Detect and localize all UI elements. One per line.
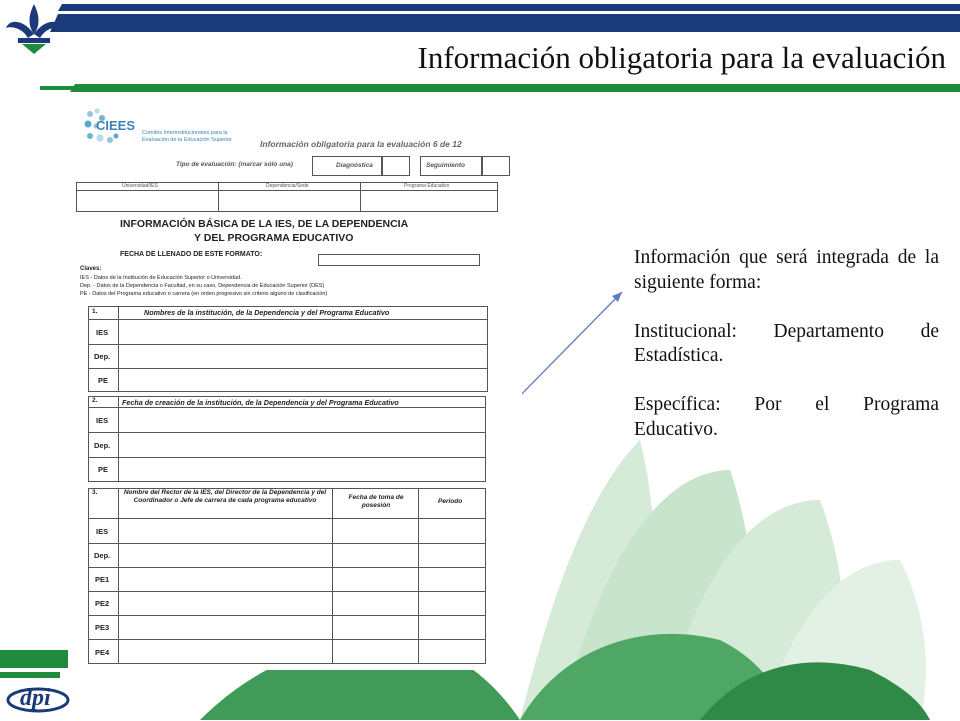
clave-dep: Dep. - Datos de la Dependencia o Facultad, en su caso, Dependencia de Educación Superior (DES) (80, 283, 325, 289)
section-3-col1-header: Nombre del Rector de la IES, del Director de la Dependencia y del Coordinador o Jefe de carrera de cada programa educativo (123, 489, 327, 504)
row-label: Dep. (94, 352, 111, 361)
col-header-ies: Universidad/IES (122, 183, 158, 189)
form-header: Información obligatoria para la evaluación 6 de 12 (260, 139, 462, 149)
dpi-logo-text: dpi (20, 685, 51, 711)
ciees-logo-text: CIEES (96, 118, 136, 133)
section-3-col2-header: Fecha de toma de posesión (348, 494, 404, 509)
explanation-paragraph-1: Información que será integrada de la siguiente forma: (634, 247, 939, 293)
bottom-left-band (0, 650, 68, 678)
section-2-title: Fecha de creación de la institución, de la Dependencia y del Programa Educativo (122, 398, 399, 407)
form-heading-1: INFORMACIÓN BÁSICA DE LA IES, DE LA DEPENDENCIA (120, 218, 409, 230)
col-header-programa: Programa Educativo (404, 183, 450, 189)
section-3-col3-header: Período (438, 498, 463, 505)
tipo-label: Tipo de evaluación: (marcar sólo una) (176, 161, 293, 168)
row-label: IES (96, 527, 109, 536)
diagnostica-check[interactable] (382, 156, 410, 176)
row-label: Dep. (94, 551, 111, 560)
clave-pe: PE - Datos del Programa educativo o carrera (en orden progresivo sin criterio alguno de clasificación) (80, 291, 328, 297)
section-2-table (88, 396, 486, 482)
claves-title: Claves: (80, 266, 102, 272)
section-1-number: 1. (92, 308, 98, 315)
explanation-paragraph-3: Específica: Por el Programa Educativo. (634, 394, 939, 440)
row-label: IES (96, 416, 109, 425)
section-3-table (88, 488, 486, 664)
title-underline (40, 84, 960, 92)
row-label: PE3 (95, 623, 110, 632)
form-heading-2: Y DEL PROGRAMA EDUCATIVO (194, 232, 354, 244)
ciees-subtitle-1: Comités Interinstitucionales para la (142, 130, 228, 136)
row-label: PE (98, 465, 109, 474)
row-label: IES (96, 328, 109, 337)
top-band (50, 4, 960, 32)
section-2-number: 2. (92, 397, 98, 404)
row-label: PE4 (95, 648, 110, 657)
page-title: Información obligatoria para la evaluación (417, 40, 946, 75)
diagnostica-label: Diagnóstica (336, 162, 373, 169)
col-header-dependencia: Dependencia/Sede (266, 183, 309, 189)
explanation-text (634, 246, 939, 467)
seguimiento-check[interactable] (482, 156, 510, 176)
row-label: Dep. (94, 441, 111, 450)
row-label: PE (98, 376, 109, 385)
ciees-subtitle-2: Evaluación de la Educación Superior (142, 137, 232, 143)
row-label: PE2 (95, 599, 110, 608)
fecha-llenado-label: FECHA DE LLENADO DE ESTE FORMATO: (120, 251, 263, 258)
dpi-logo (4, 682, 72, 716)
section-3-number: 3. (92, 489, 98, 496)
row-label: PE1 (95, 575, 110, 584)
form-screenshot (70, 100, 522, 670)
clave-ies: IES - Datos de la Institución de Educación Superior o Universidad. (80, 275, 242, 281)
seguimiento-label: Seguimiento (426, 162, 466, 169)
section-1-title: Nombres de la institución, de la Dependencia y del Programa Educativo (144, 308, 390, 317)
explanation-paragraph-2: Institucional: Departamento de Estadística. (634, 320, 939, 366)
fecha-llenado-field[interactable] (318, 254, 480, 266)
